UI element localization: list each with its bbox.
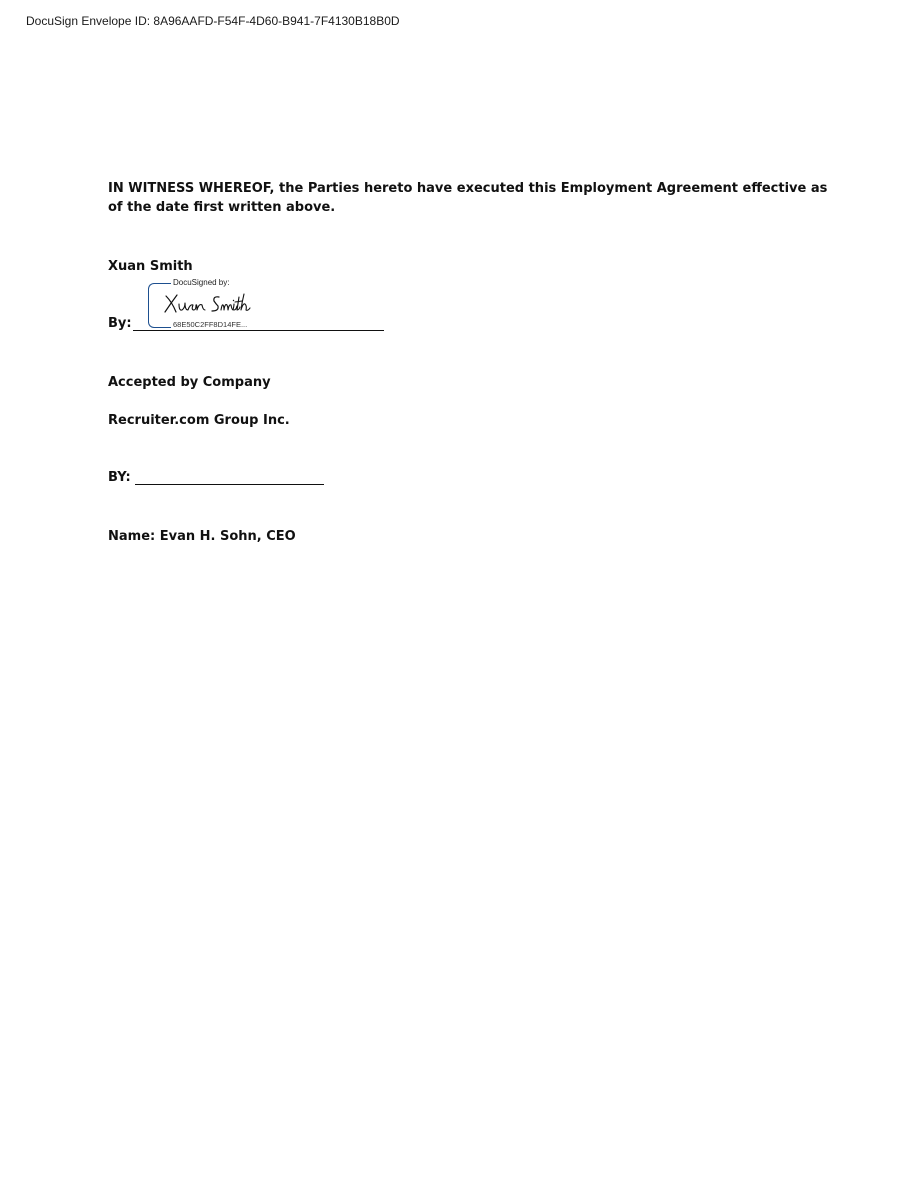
company-signature-line	[108, 470, 324, 485]
company-by-label: BY:	[108, 470, 131, 485]
company-name: Recruiter.com Group Inc.	[108, 413, 290, 428]
accepted-by-company: Accepted by Company	[108, 375, 271, 390]
employee-by-label: By:	[108, 316, 132, 331]
employee-name: Xuan Smith	[108, 259, 193, 274]
handwritten-signature-icon	[162, 288, 262, 318]
docusign-stamp	[148, 279, 288, 331]
stamp-header: DocuSigned by:	[173, 278, 230, 287]
company-signature-underline	[135, 470, 324, 485]
signatory-name: Name: Evan H. Sohn, CEO	[108, 529, 296, 544]
envelope-id-header: DocuSign Envelope ID: 8A96AAFD-F54F-4D60-B941-7F4130B18B0D	[26, 14, 400, 28]
stamp-hash: 68E50C2FF8D14FE...	[173, 320, 248, 329]
witness-clause: IN WITNESS WHEREOF, the Parties hereto have executed this Employment Agreement effective as of the date first written above.	[108, 181, 828, 215]
